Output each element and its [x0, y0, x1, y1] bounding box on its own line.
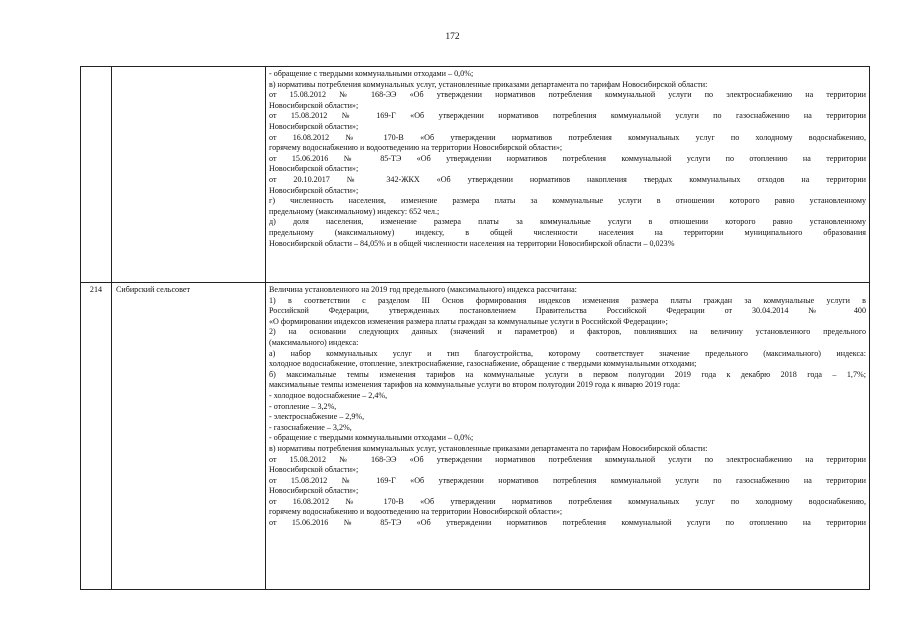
- text-line: в) нормативы потребления коммунальных услуг, установленные приказами департамента по тарифам Новосибирской области:: [269, 443, 708, 453]
- text-line: от 15.06.2016 № 85-ТЭ «Об утверждении нормативов потребления коммунальной услуги по отоплению на территории: [269, 153, 866, 163]
- text-line: Новосибирской области»;: [269, 486, 359, 496]
- text-line: д) доля населения, изменение размера платы за коммунальные услуги в отношении которого равно установленному: [269, 217, 866, 227]
- text-line: 2) на основании следующих данных (значений и параметров) и факторов, повлиявших на величину установленного предельного: [269, 327, 866, 337]
- description-text: [269, 285, 866, 587]
- text-line: Новосибирской области»;: [269, 100, 359, 110]
- text-line: от 15.08.2012 № 168-ЭЭ «Об утверждении нормативов потребления коммунальной услуги по электроснабжению на территории: [269, 90, 866, 100]
- description-text: [269, 69, 866, 280]
- text-line: - электроснабжение – 2,9%,: [269, 412, 365, 422]
- text-line: Новосибирской области»;: [269, 185, 359, 195]
- text-line: от 20.10.2017 № 342-ЖКХ «Об утверждении нормативов накопления твердых коммунальных отходов на территории: [269, 174, 866, 184]
- text-line: - отопление – 3,2%,: [269, 401, 337, 411]
- text-line: горячему водоснабжению и водоотведению на территории Новосибирской области»;: [269, 507, 563, 517]
- municipality-name-cell: Сибирский сельсовет: [112, 283, 266, 590]
- text-line: предельному (максимальному) индексу, в общей численности населения на территории муниципального образования: [269, 227, 866, 237]
- text-line: Новосибирской области»;: [269, 164, 359, 174]
- text-line: б) максимальные темпы изменения тарифов на коммунальные услуги в первом полугодии 2019 года к декабрю 2018 года – 1,7%;: [269, 369, 866, 379]
- row-number-cell: 214: [81, 283, 112, 590]
- text-line: от 16.08.2012 № 170-В «Об утверждении нормативов потребления коммунальных услуг по холодному водоснабжению,: [269, 132, 866, 142]
- page-number: 172: [445, 32, 460, 42]
- text-line: Российской Федерации, утвержденных постановлением Правительства Российской Федерации от 30.04.2014 № 400: [269, 306, 866, 316]
- municipality-name-cell: [112, 67, 266, 283]
- text-line: (максимального) индекса:: [269, 337, 359, 347]
- text-line: Новосибирской области – 84,05% и в общей численности населения на территории Новосибирской области – 0,023%: [269, 238, 675, 248]
- table-row: [81, 283, 870, 590]
- description-cell: [266, 283, 870, 590]
- text-line: «О формировании индексов изменения размера платы граждан за коммунальные услуги в Российской Федерации»;: [269, 316, 668, 326]
- text-line: Новосибирской области»;: [269, 465, 359, 475]
- text-line: предельному (максимальному) индексу: 652 чел.;: [269, 206, 440, 216]
- text-line: 1) в соответствии с разделом III Основ формирования индексов изменения размера платы граждан за коммунальные услуги в: [269, 295, 866, 305]
- text-line: Величина установленного на 2019 год предельного (максимального) индекса рассчитана:: [269, 285, 577, 294]
- table-row: [81, 67, 870, 283]
- text-line: от 15.08.2012 № 169-Г «Об утверждении нормативов потребления коммунальной услуги по газоснабжению на территории: [269, 111, 866, 121]
- text-line: г) численность населения, изменение размера платы за коммунальные услуги в отношении которого равно установленному: [269, 196, 866, 206]
- text-line: холодное водоснабжение, отопление, электроснабжение, газоснабжение, обращение с твердыми коммунальными отходами;: [269, 359, 697, 369]
- text-line: от 15.08.2012 № 169-Г «Об утверждении нормативов потребления коммунальной услуги по газоснабжению на территории: [269, 475, 866, 485]
- text-line: максимальные темпы изменения тарифов на коммунальные услуги во втором полугодии 2019 года к январю 2019 года:: [269, 380, 681, 390]
- text-line: в) нормативы потребления коммунальных услуг, установленные приказами департамента по тарифам Новосибирской области:: [269, 79, 708, 89]
- text-line: от 15.06.2016 № 85-ТЭ «Об утверждении нормативов потребления коммунальной услуги по отоплению на территории: [269, 518, 866, 528]
- text-line: - обращение с твердыми коммунальными отходами – 0,0%;: [269, 433, 474, 443]
- text-line: - обращение с твердыми коммунальными отходами – 0,0%;: [269, 69, 474, 78]
- text-line: а) набор коммунальных услуг и тип благоустройства, которому соответствует значение предельного (максимального) индекса:: [269, 348, 866, 358]
- document-table: [80, 66, 870, 590]
- text-line: горячему водоснабжению и водоотведению на территории Новосибирской области»;: [269, 143, 563, 153]
- description-cell: [266, 67, 870, 283]
- text-line: - газоснабжение – 3,2%,: [269, 422, 352, 432]
- text-line: Новосибирской области»;: [269, 121, 359, 131]
- text-line: от 15.08.2012 № 168-ЭЭ «Об утверждении нормативов потребления коммунальной услуги по электроснабжению на территории: [269, 454, 866, 464]
- text-line: - холодное водоснабжение – 2,4%,: [269, 390, 388, 400]
- text-line: от 16.08.2012 № 170-В «Об утверждении нормативов потребления коммунальных услуг по холодному водоснабжению,: [269, 496, 866, 506]
- row-number-cell: [81, 67, 112, 283]
